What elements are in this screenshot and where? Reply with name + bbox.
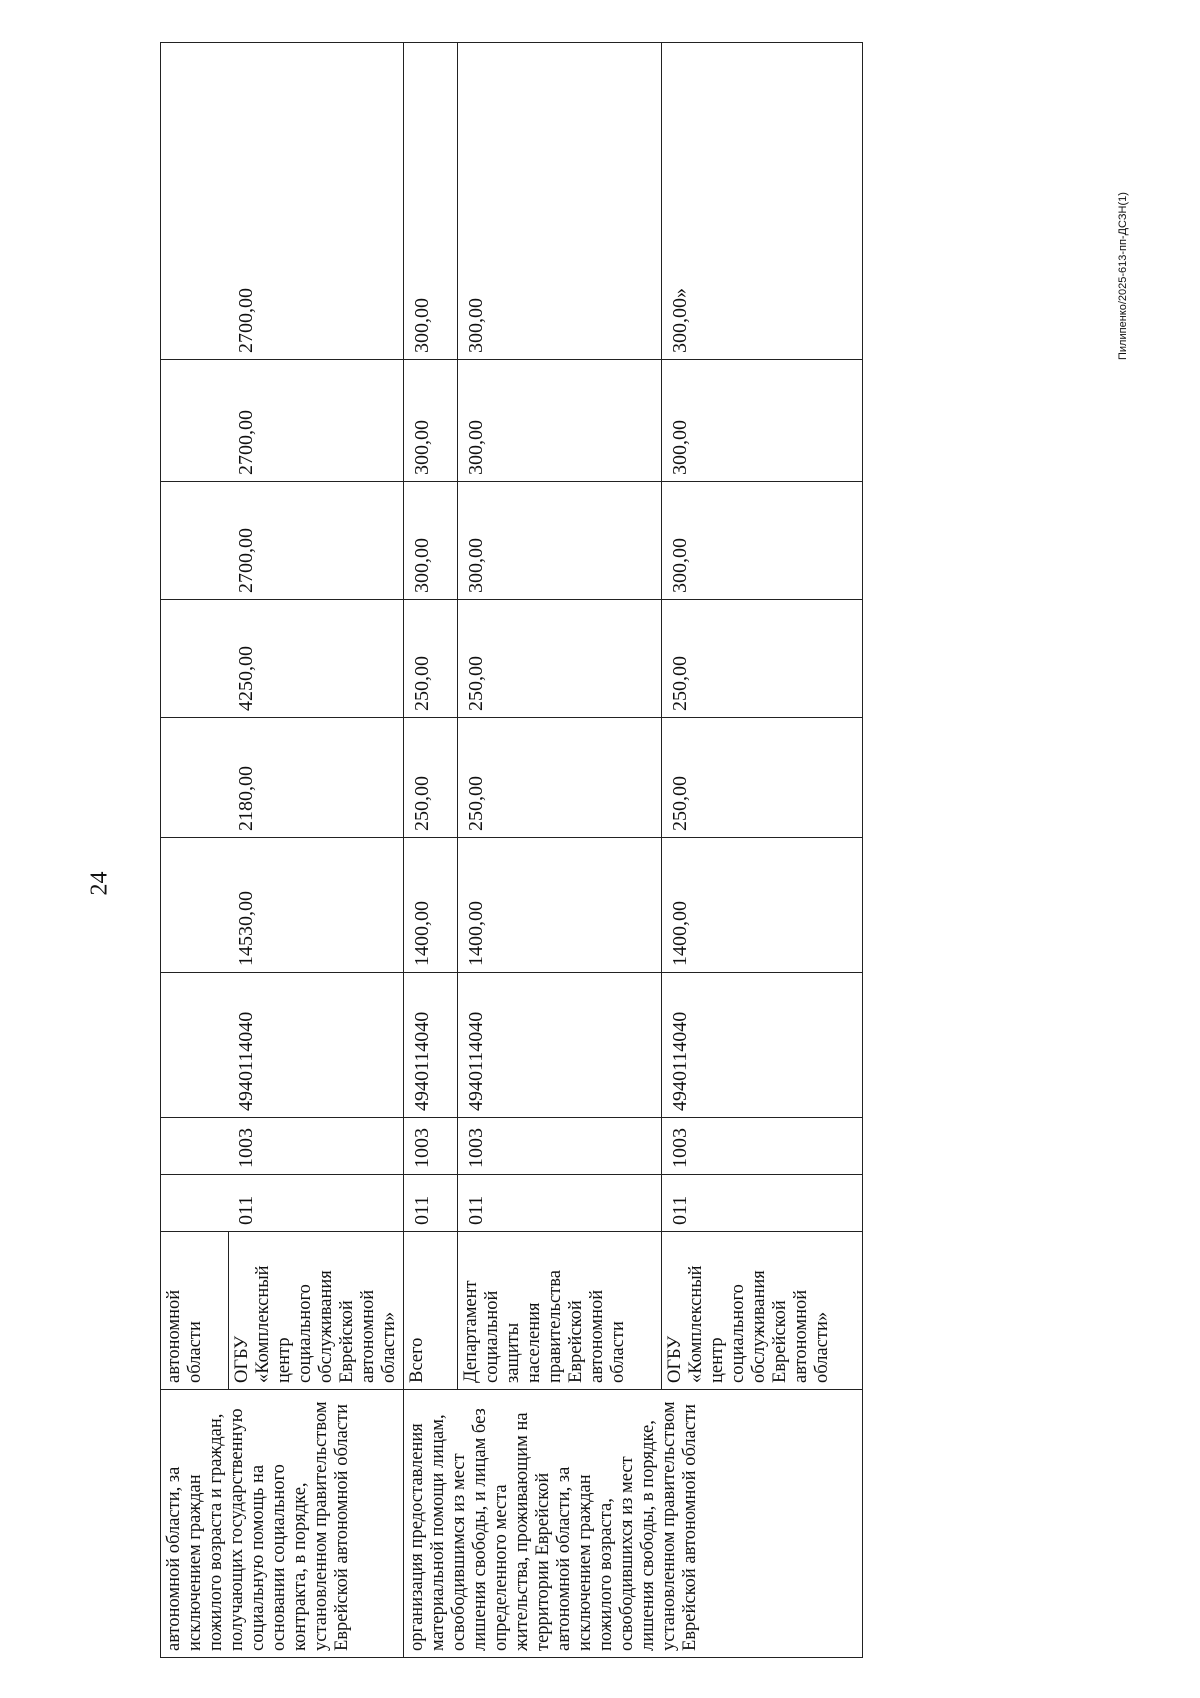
- section-code: 1003: [457, 1118, 661, 1175]
- value-year-4: 300,00: [403, 360, 457, 482]
- value-total: 1400,00: [403, 838, 457, 973]
- value-year-1: [161, 718, 229, 838]
- target-article: 4940114040: [457, 973, 661, 1118]
- measure-description: автономной области, за исключением граждан пожилого возраста и граждан, получающих государственную социальную помощь на основании социального контракта, в порядке, установленном правительством Еврейской автономной области: [161, 1390, 404, 1658]
- page-number: 24: [86, 871, 113, 896]
- value-total: 14530,00: [228, 838, 403, 973]
- grbs-code: 011: [661, 1175, 862, 1232]
- value-year-5: 2700,00: [228, 43, 403, 360]
- value-year-5: 300,00: [457, 43, 661, 360]
- value-year-4: 2700,00: [228, 360, 403, 482]
- executor-cell: Всего: [403, 1232, 457, 1390]
- value-year-1: 2180,00: [228, 718, 403, 838]
- executor-cell: Департамент социальной защиты населения правительства Еврейской автономной области: [457, 1232, 661, 1390]
- table-row: [161, 43, 229, 1658]
- value-total: 1400,00: [661, 838, 862, 973]
- value-year-3: 300,00: [403, 482, 457, 600]
- value-year-1: 250,00: [661, 718, 862, 838]
- grbs-code: 011: [403, 1175, 457, 1232]
- grbs-code: [161, 1175, 229, 1232]
- document-footer-code: Пилипенко/2025-613-пп-ДСЗН(1): [1117, 192, 1129, 360]
- value-year-1: 250,00: [403, 718, 457, 838]
- grbs-code: 011: [228, 1175, 403, 1232]
- value-year-2: 250,00: [403, 600, 457, 718]
- value-year-4: 300,00: [661, 360, 862, 482]
- value-year-3: [161, 482, 229, 600]
- value-year-2: 250,00: [661, 600, 862, 718]
- value-year-5: 300,00»: [661, 43, 862, 360]
- value-year-4: 300,00: [457, 360, 661, 482]
- value-year-5: 300,00: [403, 43, 457, 360]
- executor-cell: ОГБУ «Комплексный центр социального обслуживания Еврейской автономной области»: [228, 1232, 403, 1390]
- value-year-2: 250,00: [457, 600, 661, 718]
- section-code: [161, 1118, 229, 1175]
- table-row: [403, 43, 457, 1658]
- target-article: [161, 973, 229, 1118]
- value-total: 1400,00: [457, 838, 661, 973]
- section-code: 1003: [228, 1118, 403, 1175]
- value-year-3: 300,00: [457, 482, 661, 600]
- target-article: 4940114040: [403, 973, 457, 1118]
- value-year-4: [161, 360, 229, 482]
- target-article: 4940114040: [228, 973, 403, 1118]
- grbs-code: 011: [457, 1175, 661, 1232]
- value-year-2: 4250,00: [228, 600, 403, 718]
- section-code: 1003: [661, 1118, 862, 1175]
- value-total: [161, 838, 229, 973]
- budget-table: [160, 42, 863, 1658]
- value-year-5: [161, 43, 229, 360]
- rotated-table-container: [160, 43, 980, 1658]
- value-year-2: [161, 600, 229, 718]
- target-article: 4940114040: [661, 973, 862, 1118]
- value-year-3: 300,00: [661, 482, 862, 600]
- measure-description: организация предоставления материальной помощи лицам, освободившимся из мест лишения свободы, и лицам без определенного места жительства, проживающим на территории Еврейской автономной области, за исключением граждан пожилого возраста, освободившихся из мест лишения свободы, в порядке, установленном правительством Еврейской автономной области: [403, 1390, 862, 1658]
- value-year-3: 2700,00: [228, 482, 403, 600]
- section-code: 1003: [403, 1118, 457, 1175]
- executor-cell: ОГБУ «Комплексный центр социального обслуживания Еврейской автономной области»: [661, 1232, 862, 1390]
- value-year-1: 250,00: [457, 718, 661, 838]
- executor-cell: автономной области: [161, 1232, 229, 1390]
